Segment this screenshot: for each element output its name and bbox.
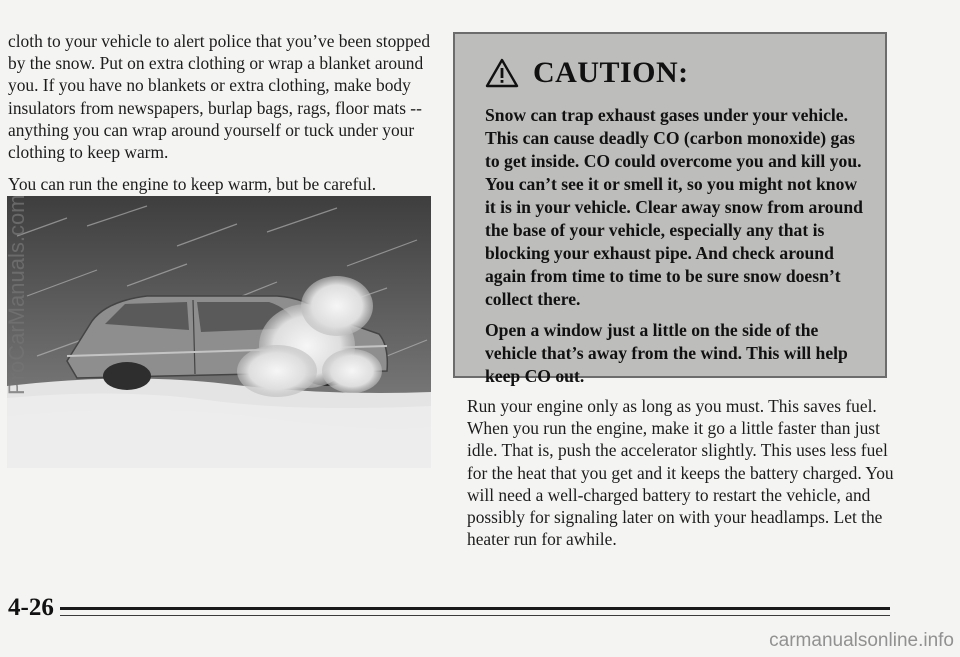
right-text-column [467,395,897,560]
left-text-column [8,30,433,205]
caution-header [485,48,871,98]
footer-rule [60,607,890,610]
page-number: 4-26 [8,594,54,621]
body-paragraph: cloth to your vehicle to alert police that you’ve been stopped by the snow. Put on extra clothing or wrap a blanket around you. If you have no blankets or extra clothing, make body insulators from newspapers, burlap bags, rags, floor mats -- anything you can wrap around yourself or tuck under your clothing to keep warm. [8,31,431,163]
body-paragraph: Run your engine only as long as you must. This saves fuel. When you run the engine, make it go a little faster than just idle. That is, push the accelerator slightly. This uses less fuel for the heat that you get and it keeps the battery charged. You will need a well-charged battery to restart the vehicle, and possibly for signaling later on with your headlamps. Let the heater run for awhile. [467,396,894,550]
side-watermark: ProCarManuals.com [4,194,29,396]
caution-paragraph: Snow can trap exhaust gases under your vehicle. This can cause deadly CO (carbon monoxide) gas to get inside. CO could overcome you and kill you. You can’t see it or smell it, so you might not know it is in your vehicle. Clear away snow from around the base of your vehicle, especially any that is blocking your exhaust pipe. And check around again from time to time to be sure snow doesn’t collect there. [485,105,863,309]
footer-watermark: carmanualsonline.info [769,630,954,651]
caution-box [453,32,887,386]
body-paragraph: You can run the engine to keep warm, but be careful. [8,174,377,195]
snowbound-car-illustration [7,196,431,468]
caution-title: CAUTION: [533,56,689,89]
footer-rule-thin [60,615,890,616]
caution-paragraph: Open a window just a little on the side of the vehicle that’s away from the wind. This will help keep CO out. [485,320,848,386]
warning-triangle-icon [485,58,519,88]
snowbound-car-photo [7,196,431,468]
